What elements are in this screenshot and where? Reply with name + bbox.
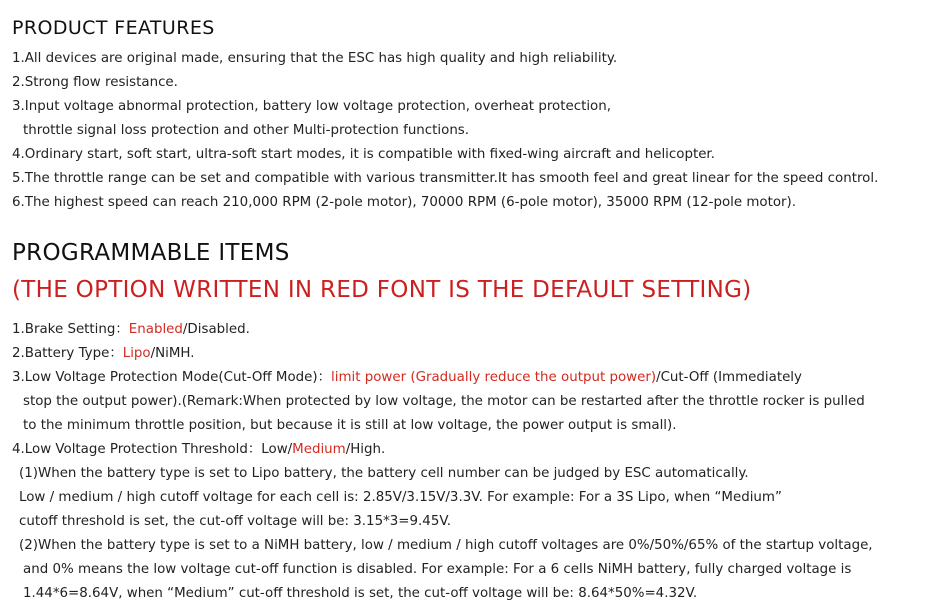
- battery-type-line: [12, 345, 195, 363]
- threshold-detail-3: cutoff threshold is set, the cut-off voltage will be: 3.15*3=9.45V.: [19, 514, 452, 529]
- cutoff-mode-other-option: /Cut-Off (Immediately: [656, 370, 802, 385]
- brake-setting-line: [12, 321, 250, 339]
- cutoff-mode-remark-1: stop the output power).(Remark:When protected by low voltage, the motor can be restarted after the throttle rocker is pulled: [23, 394, 865, 409]
- cutoff-threshold-low-option: Low/: [261, 442, 293, 457]
- feature-line-5: 5.The throttle range can be set and compatible with various transmitter.It has smooth feel and great linear for the speed control.: [12, 171, 879, 186]
- feature-line-3: 3.Input voltage abnormal protection, battery low voltage protection, overheat protection,: [12, 99, 611, 114]
- cutoff-threshold-line: [12, 441, 385, 459]
- programmable-items-heading: PROGRAMMABLE ITEMS: [12, 240, 290, 266]
- brake-setting-label: 1.Brake Setting：: [12, 322, 129, 337]
- cutoff-mode-remark-2: to the minimum throttle position, but because it is still at low voltage, the power output is small).: [23, 418, 677, 433]
- default-setting-note: (THE OPTION WRITTEN IN RED FONT IS THE DEFAULT SETTING): [12, 277, 752, 303]
- cutoff-mode-line: [12, 369, 802, 387]
- feature-line-1: 1.All devices are original made, ensuring that the ESC has high quality and high reliability.: [12, 51, 618, 66]
- brake-default-option: Enabled: [128, 322, 183, 337]
- threshold-detail-6: 1.44*6=8.64V, when “Medium” cut-off threshold is set, the cut-off voltage will be: 8.64*50%=4.32V.: [23, 586, 698, 601]
- threshold-detail-5: and 0% means the low voltage cut-off function is disabled. For example: For a 6 cells NiMH battery, fully charged voltage is: [23, 562, 852, 577]
- threshold-detail-4: (2)When the battery type is set to a NiMH battery, low / medium / high cutoff voltages are 0%/50%/65% of the startup voltage,: [19, 538, 873, 553]
- feature-line-6: 6.The highest speed can reach 210,000 RPM (2-pole motor), 70000 RPM (6-pole motor), 35000 RPM (12-pole motor).: [12, 195, 797, 210]
- feature-line-4: 4.Ordinary start, soft start, ultra-soft start modes, it is compatible with fixed-wing aircraft and helicopter.: [12, 147, 715, 162]
- feature-line-2: 2.Strong flow resistance.: [12, 75, 178, 90]
- cutoff-mode-label: 3.Low Voltage Protection Mode(Cut-Off Mode)：: [12, 370, 332, 385]
- threshold-detail-2: Low / medium / high cutoff voltage for each cell is: 2.85V/3.15V/3.3V. For example: For a 3S Lipo, when “Medium”: [19, 490, 782, 505]
- battery-type-label: 2.Battery Type：: [12, 346, 123, 361]
- cutoff-mode-default-option: limit power (Gradually reduce the output power): [331, 370, 657, 385]
- battery-other-option: /NiMH.: [150, 346, 195, 361]
- cutoff-threshold-label: 4.Low Voltage Protection Threshold：: [12, 442, 262, 457]
- brake-other-option: /Disabled.: [182, 322, 250, 337]
- cutoff-threshold-high-option: /High.: [345, 442, 386, 457]
- cutoff-threshold-default-option: Medium: [292, 442, 346, 457]
- battery-default-option: Lipo: [122, 346, 151, 361]
- threshold-detail-1: (1)When the battery type is set to Lipo battery, the battery cell number can be judged by ESC automatically.: [19, 466, 749, 481]
- product-features-heading: PRODUCT FEATURES: [12, 17, 215, 39]
- feature-line-3-cont: throttle signal loss protection and other Multi-protection functions.: [23, 123, 470, 138]
